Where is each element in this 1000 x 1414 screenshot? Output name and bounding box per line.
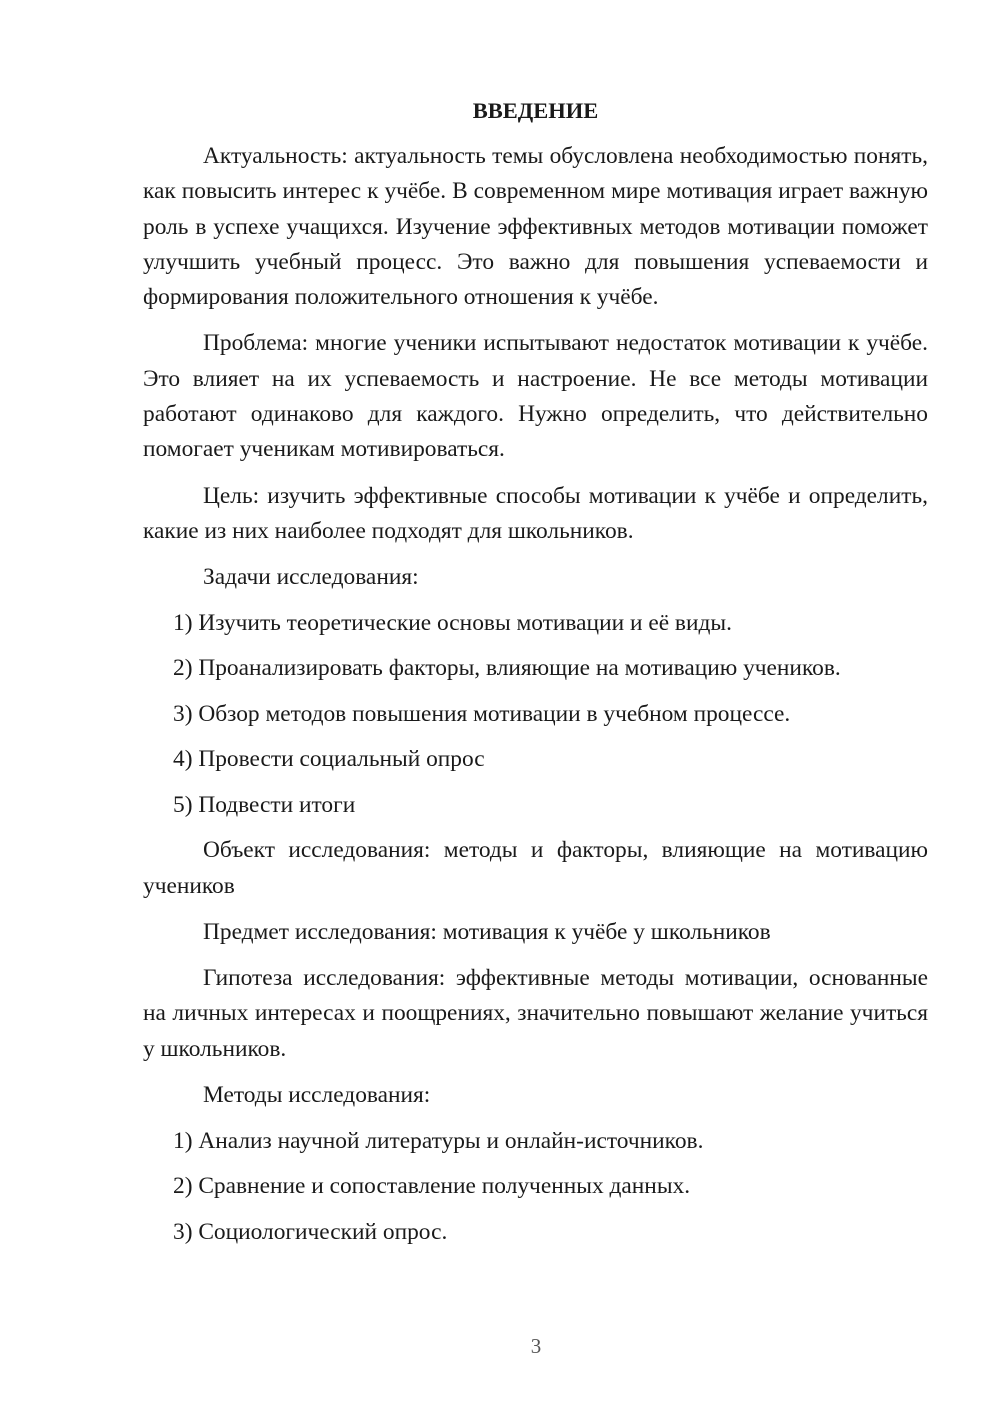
list-item: 1) Изучить теоретические основы мотивации и её виды. <box>173 609 732 636</box>
list-item: 4) Провести социальный опрос <box>173 746 485 773</box>
list-item: 2) Проанализировать факторы, влияющие на мотивацию учеников. <box>173 655 841 682</box>
page-number: 3 <box>530 1334 542 1358</box>
problem-paragraph: Проблема: многие ученики испытывают недостаток мотивации к учёбе. Это влияет на их успеваемость и настроение. Не все методы мотивации работают одинаково для каждого. Нужно определить, что действительно помогает ученикам мотивироваться. <box>143 330 928 463</box>
methods-list <box>143 1124 928 1250</box>
list-item: 5) Подвести итоги <box>173 791 356 818</box>
goal-paragraph: Цель: изучить эффективные способы мотивации к учёбе и определить, какие из них наиболее подходят для школьников. <box>143 482 928 544</box>
object-paragraph: Объект исследования: методы и факторы, влияющие на мотивацию учеников <box>143 837 928 899</box>
list-item: 3) Обзор методов повышения мотивации в учебном процессе. <box>173 700 791 727</box>
tasks-title: Задачи исследования: <box>203 564 419 591</box>
subject-paragraph: Предмет исследования: мотивация к учёбе у школьников <box>203 918 771 945</box>
list-item: 1) Анализ научной литературы и онлайн-источников. <box>173 1127 704 1154</box>
tasks-list <box>143 606 928 823</box>
list-item: 2) Сравнение и сопоставление полученных данных. <box>173 1173 691 1200</box>
methods-title: Методы исследования: <box>203 1082 431 1109</box>
page-title: ВВЕДЕНИЕ <box>472 98 599 123</box>
document-page <box>143 96 928 1260</box>
relevance-paragraph: Актуальность: актуальность темы обусловлена необходимостью понять, как повысить интерес к учёбе. В современном мире мотивация играет важную роль в успехе учащихся. Изучение эффективных методов мотивации поможет улучшить учебный процесс. Это важно для повышения успеваемости и формирования положительного отношения к учёбе. <box>143 143 928 311</box>
hypothesis-paragraph: Гипотеза исследования: эффективные методы мотивации, основанные на личных интересах и поощрениях, значительно повышают желание учиться у школьников. <box>143 965 928 1062</box>
list-item: 3) Социологический опрос. <box>173 1218 448 1245</box>
